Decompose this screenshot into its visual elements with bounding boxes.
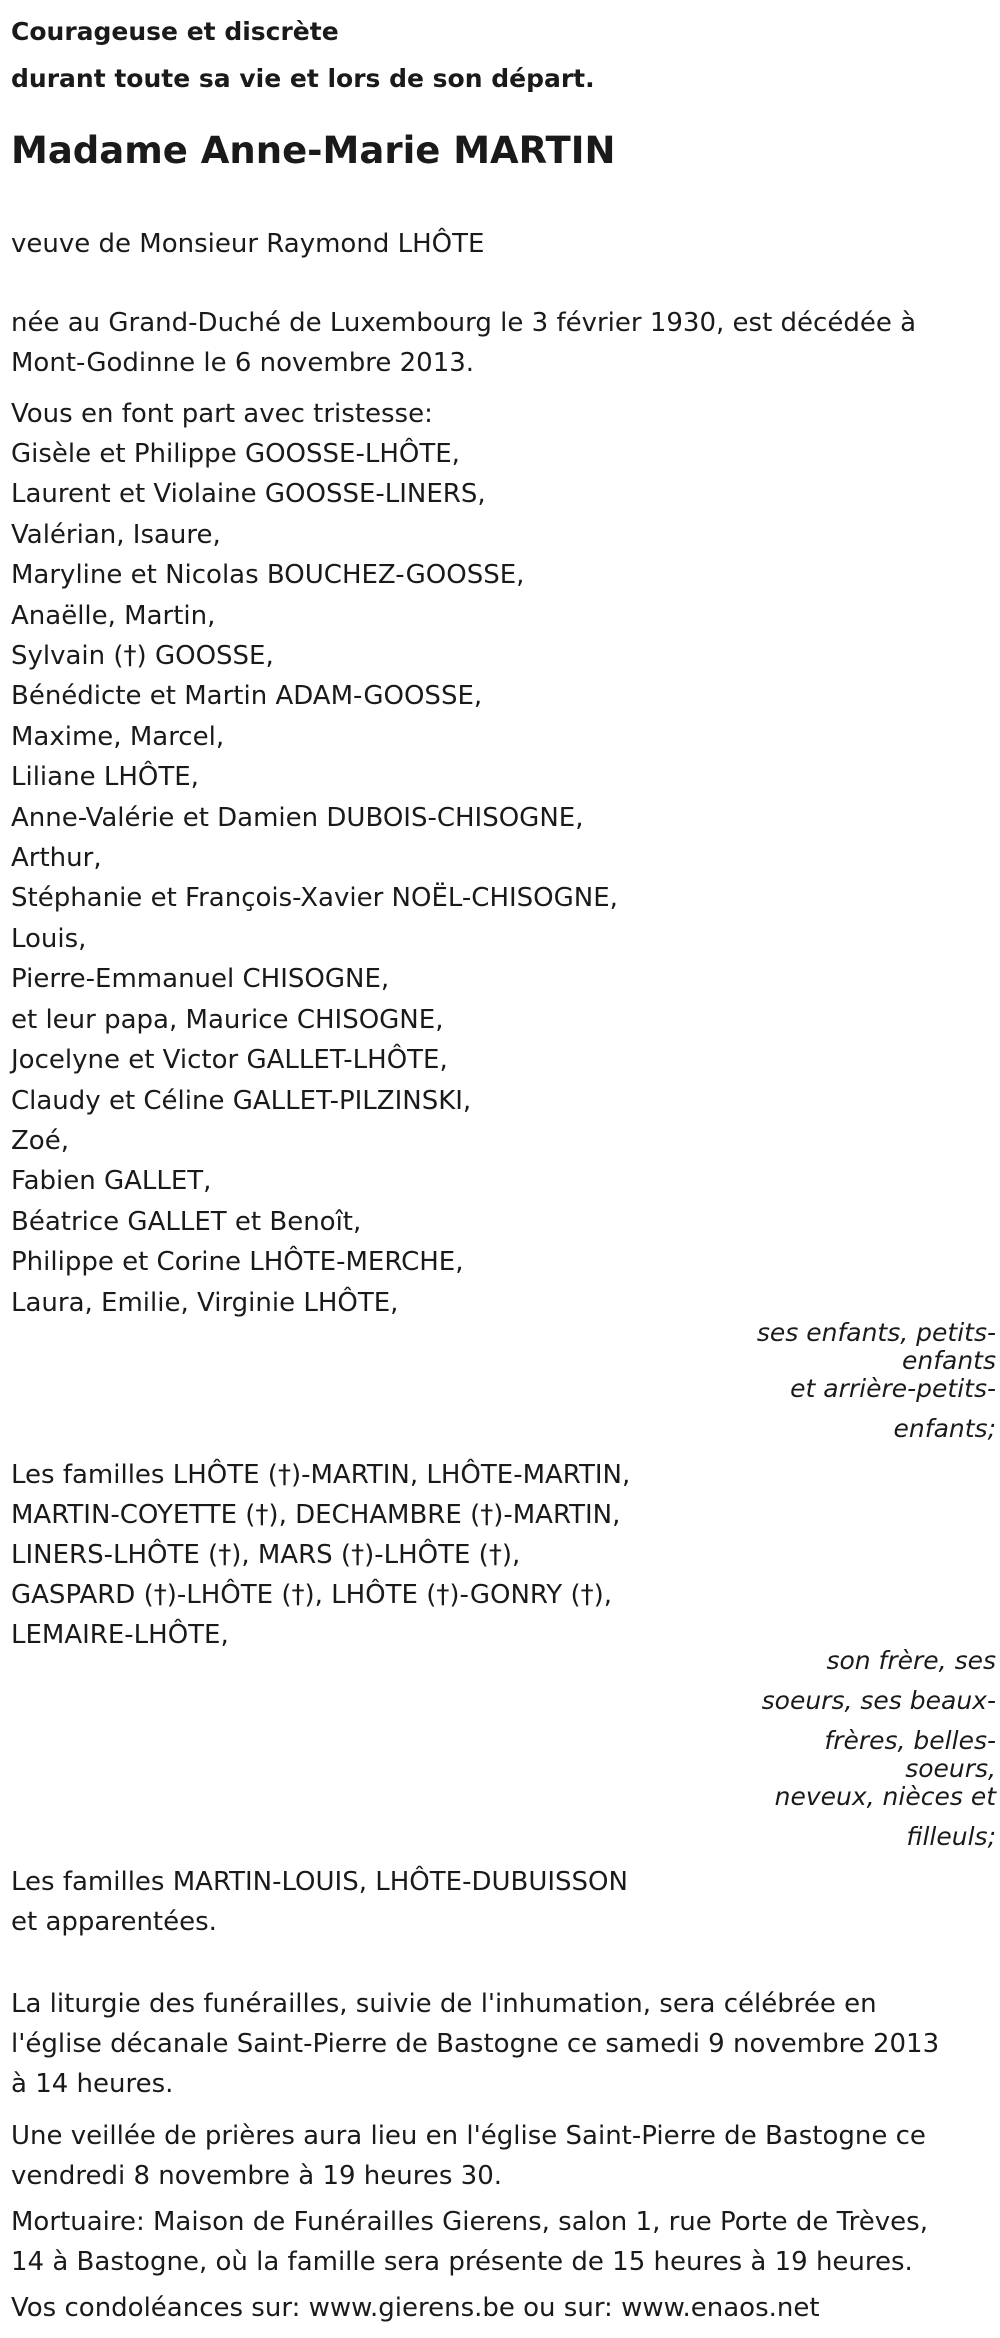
family-member-line: Maryline et Nicolas BOUCHEZ-GOOSSE, — [11, 560, 525, 591]
family-member-line: Louis, — [11, 923, 87, 954]
vigil-paragraph: Une veillée de prières aura lieu en l'église Saint-Pierre de Bastogne ce vendredi 8 novembre à 19 heures 30. — [11, 2121, 926, 2191]
relation-line: neveux, nièces et — [774, 1782, 996, 1811]
family-member-line: Philippe et Corine LHÔTE-MERCHE, — [11, 1247, 464, 1278]
family-member-line: Sylvain (†) GOOSSE, — [11, 641, 274, 672]
liturgy-paragraph: La liturgie des funérailles, suivie de l'inhumation, sera célébrée en l'église décanale Saint-Pierre de Bastogne ce samedi 9 novembre 2013 à 14 heures. — [11, 1989, 940, 2099]
other-families-line: Les familles MARTIN-LOUIS, LHÔTE-DUBUISSON — [11, 1867, 628, 1897]
family-member-line: Maxime, Marcel, — [11, 721, 225, 752]
other-families — [11, 1862, 628, 1942]
relation-line: son frère, ses — [826, 1646, 996, 1675]
family-member-line: Bénédicte et Martin ADAM-GOOSSE, — [11, 681, 483, 712]
sibling-family-line: Les familles LHÔTE (†)-MARTIN, LHÔTE-MARTIN, — [11, 1460, 631, 1490]
sibling-family-line: MARTIN-COYETTE (†), DECHAMBRE (†)-MARTIN, — [11, 1500, 621, 1530]
family-member-line: Gisèle et Philippe GOOSSE-LHÔTE, — [11, 439, 460, 469]
condolences-line: Vos condoléances sur: www.gierens.be ou sur: www.enaos.net — [11, 2293, 820, 2323]
relation-line: frères, belles- — [824, 1726, 996, 1755]
mortuary-paragraph: Mortuaire: Maison de Funérailles Gierens, salon 1, rue Porte de Trèves, 14 à Bastogne, où la famille sera présente de 15 heures à 19 heures. — [11, 2207, 928, 2277]
birth-death-paragraph: née au Grand-Duché de Luxembourg le 3 février 1930, est décédée à Mont-Godinne le 6 novembre 2013. — [11, 308, 917, 378]
family-member-line: Stéphanie et François-Xavier NOËL-CHISOGNE, — [11, 883, 618, 914]
sibling-family-line: LINERS-LHÔTE (†), MARS (†)-LHÔTE (†), — [11, 1540, 521, 1570]
relation-line: ses enfants, petits- — [756, 1318, 996, 1347]
family-list — [11, 434, 618, 1323]
family-member-line: Liliane LHÔTE, — [11, 762, 199, 793]
family-relation — [746, 1313, 996, 1449]
sibling-family-line: GASPARD (†)-LHÔTE (†), LHÔTE (†)-GONRY (†), — [11, 1580, 613, 1610]
other-families-line: et apparentées. — [11, 1907, 217, 1937]
relation-line: enfants — [901, 1346, 996, 1375]
family-member-line: Jocelyne et Victor GALLET-LHÔTE, — [11, 1045, 448, 1076]
relation-line: enfants; — [893, 1414, 996, 1443]
siblings-relation — [746, 1641, 996, 1857]
family-member-line: Anaëlle, Martin, — [11, 600, 216, 631]
siblings-list — [11, 1455, 630, 1655]
family-member-line: Laura, Emilie, Virginie LHÔTE, — [11, 1287, 399, 1318]
family-member-line: Laurent et Violaine GOOSSE-LINERS, — [11, 479, 486, 510]
family-member-line: Valérian, Isaure, — [11, 519, 221, 550]
intro-text — [11, 8, 595, 102]
widow-line: veuve de Monsieur Raymond LHÔTE — [11, 229, 485, 259]
family-member-line: Arthur, — [11, 843, 102, 874]
family-member-line: Zoé, — [11, 1125, 69, 1156]
family-member-line: Claudy et Céline GALLET-PILZINSKI, — [11, 1085, 472, 1116]
intro-line: durant toute sa vie et lors de son départ. — [11, 64, 595, 93]
family-member-line: Béatrice GALLET et Benoît, — [11, 1206, 362, 1237]
family-member-line: Anne-Valérie et Damien DUBOIS-CHISOGNE, — [11, 802, 584, 833]
family-member-line: Pierre-Emmanuel CHISOGNE, — [11, 964, 390, 995]
intro-line: Courageuse et discrète — [11, 17, 339, 46]
family-member-line: Fabien GALLET, — [11, 1166, 212, 1197]
deceased-name: Madame Anne-Marie MARTIN — [11, 129, 616, 172]
relation-line: filleuls; — [906, 1822, 996, 1851]
relation-line: soeurs, ses beaux- — [761, 1686, 996, 1715]
family-member-line: et leur papa, Maurice CHISOGNE, — [11, 1004, 444, 1035]
relation-line: soeurs, — [905, 1754, 996, 1783]
announce-line: Vous en font part avec tristesse: — [11, 399, 433, 429]
sibling-family-line: LEMAIRE-LHÔTE, — [11, 1620, 229, 1650]
relation-line: et arrière-petits- — [790, 1374, 996, 1403]
